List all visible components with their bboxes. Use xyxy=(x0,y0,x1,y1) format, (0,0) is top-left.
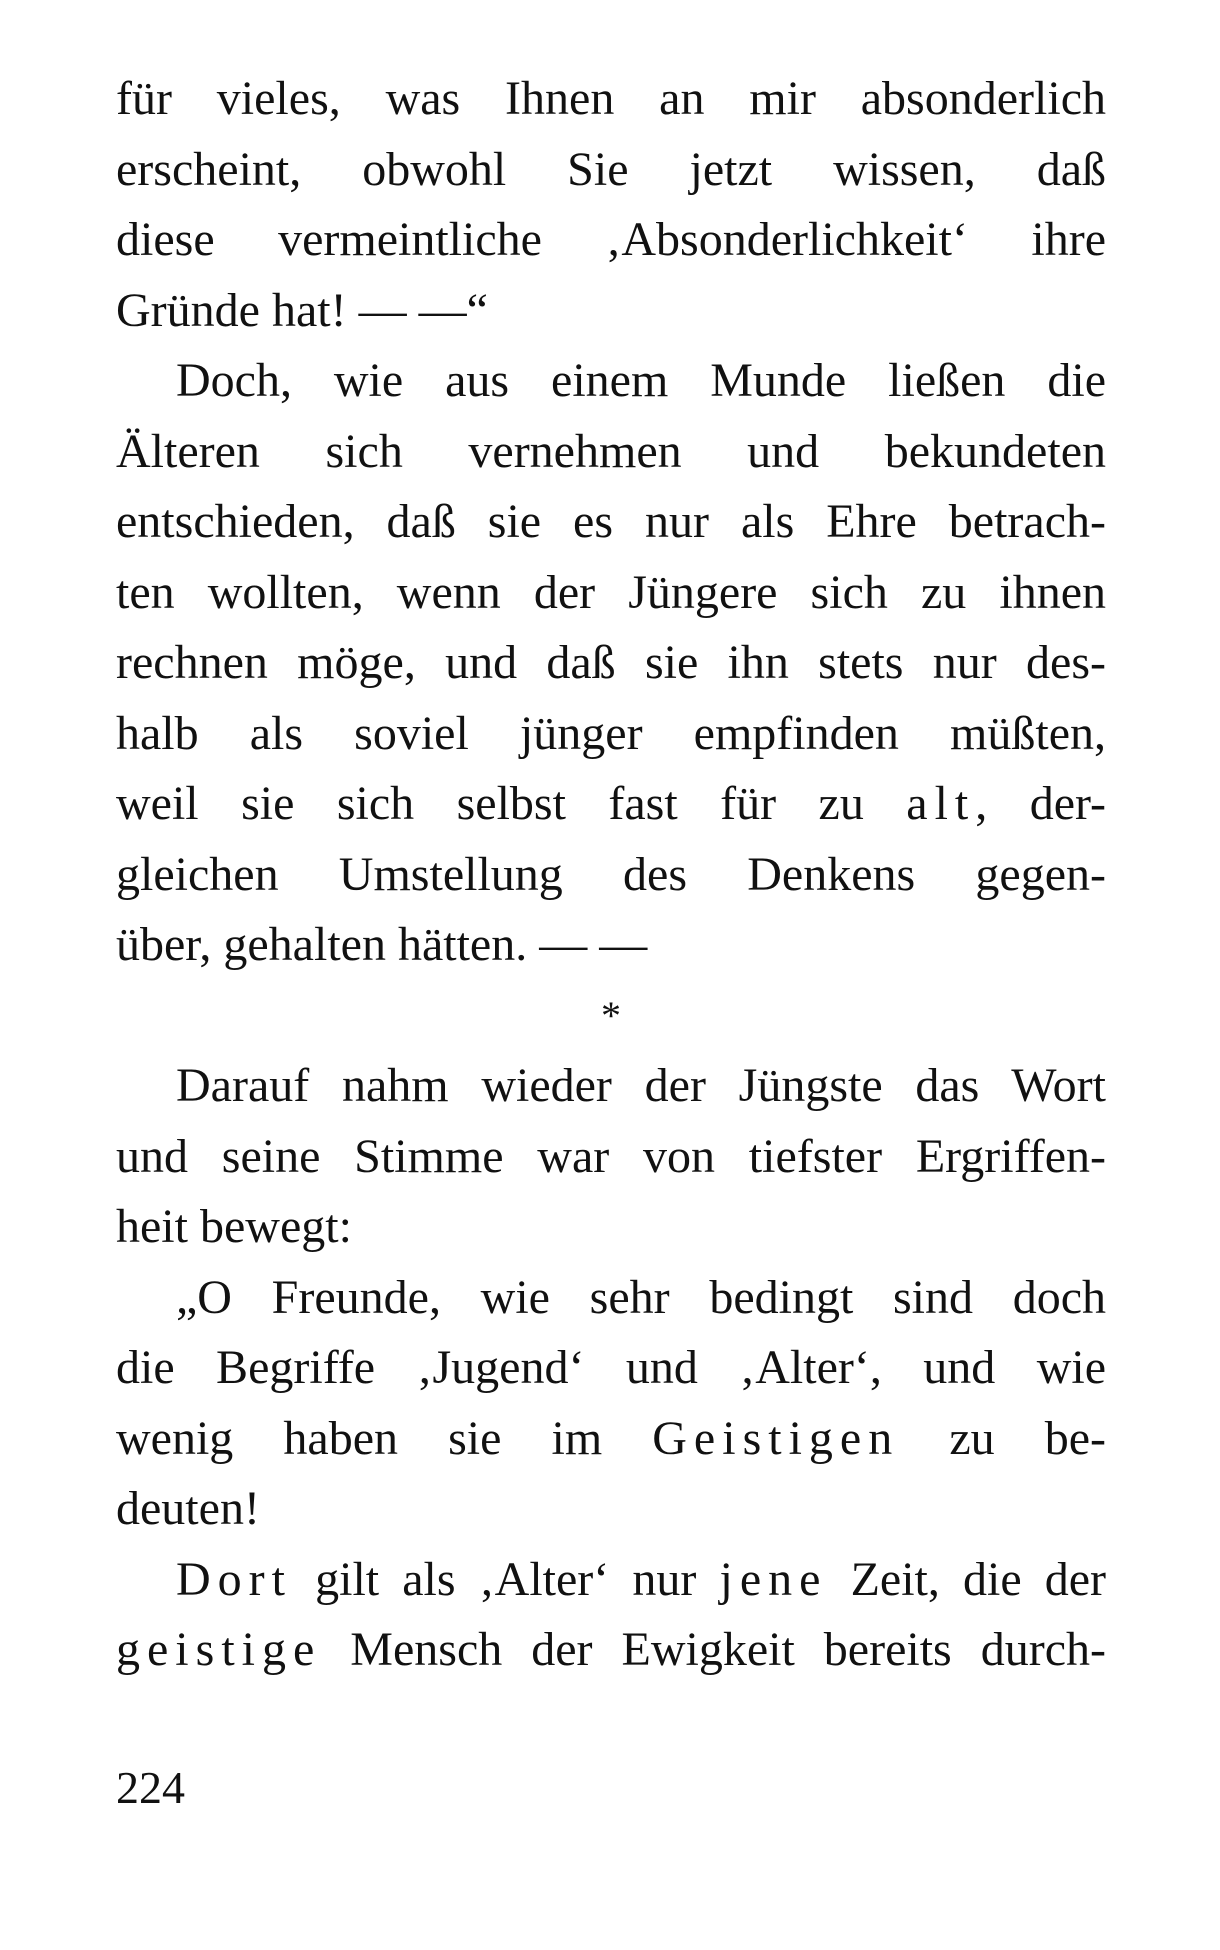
text-segment: wenig haben sie im xyxy=(116,1411,603,1465)
text-line: deuten! xyxy=(116,1482,260,1535)
text-line: „O Freunde, wie sehr bedingt sind doch xyxy=(176,1270,1106,1324)
text-line: erscheint, obwohl Sie jetzt wissen, daß xyxy=(116,142,1106,196)
text-line: Doch, wie aus einem Munde ließen die xyxy=(176,354,1106,407)
text-segment: gilt als ‚Alter‘ nur xyxy=(315,1552,697,1606)
text-line xyxy=(116,1615,1106,1686)
text-line: für vieles, was Ihnen an mir absonderlich xyxy=(116,72,1106,125)
text-line: und seine Stimme war von tiefster Ergriffen- xyxy=(116,1129,1106,1183)
text-line: rechnen möge, und daß sie ihn stets nur des- xyxy=(116,636,1106,689)
text-line: halb als soviel jünger empfinden müßten, xyxy=(116,706,1106,760)
text-line xyxy=(116,1404,1106,1475)
text-segment: weil sie sich selbst fast für zu xyxy=(116,777,864,830)
text-line: diese vermeintliche ‚Absonderlichkeit‘ ihre xyxy=(116,213,1106,266)
text-line: gleichen Umstellung des Denkens gegen- xyxy=(116,847,1106,901)
text-line: ten wollten, wenn der Jüngere sich zu ihnen xyxy=(116,565,1106,619)
text-segment: zu be- xyxy=(949,1411,1107,1465)
emphasis-text: jene xyxy=(719,1552,828,1606)
text-line: Gründe hat! — —“ xyxy=(116,283,488,337)
emphasis-text: alt xyxy=(906,777,976,830)
text-segment: , der- xyxy=(975,777,1106,830)
section-break-asterisk: * xyxy=(601,992,621,1038)
text-line: Darauf nahm wieder der Jüngste das Wort xyxy=(176,1059,1106,1112)
text-segment: Zeit, die der xyxy=(850,1552,1107,1606)
text-line xyxy=(116,1545,1106,1616)
page-number: 224 xyxy=(116,1762,185,1813)
text-segment: Mensch der Ewigkeit bereits durch- xyxy=(350,1623,1106,1676)
book-page-body xyxy=(116,64,1106,1686)
text-line: entschieden, daß sie es nur als Ehre betrach- xyxy=(116,495,1106,548)
text-line: Älteren sich vernehmen und bekundeten xyxy=(116,424,1106,478)
emphasis-text: Dort xyxy=(176,1552,292,1606)
text-line: die Begriffe ‚Jugend‘ und ‚Alter‘, und wie xyxy=(116,1341,1106,1394)
emphasis-text: geistige xyxy=(116,1623,322,1676)
text-line: über, gehalten hätten. — — xyxy=(116,918,648,971)
text-line xyxy=(116,769,1106,840)
text-line: heit bewegt: xyxy=(116,1200,352,1253)
emphasis-text: Geistigen xyxy=(652,1411,900,1465)
